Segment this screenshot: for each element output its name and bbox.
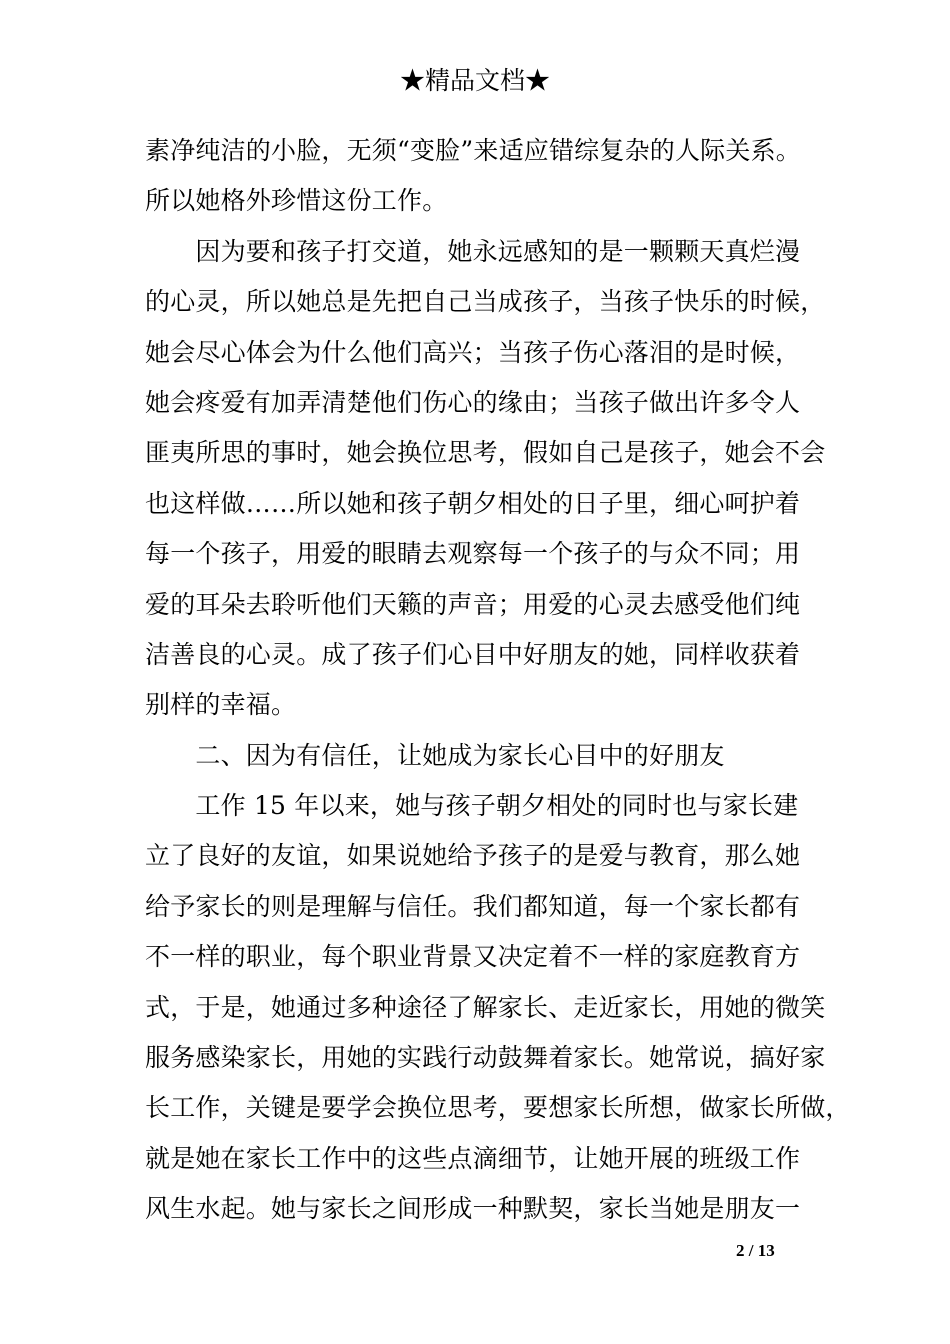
text-line: 长工作，关键是要学会换位思考，要想家长所想，做家长所做， <box>145 1093 851 1123</box>
text-line: 素净纯洁的小脸，无须“变脸”来适应错综复杂的人际关系。 <box>145 136 801 165</box>
document-body <box>145 126 851 1235</box>
text-line: 工作 15 年以来，她与孩子朝夕相处的同时也与家长建 <box>145 791 799 821</box>
text-line: 服务感染家长，用她的实践行动鼓舞着家长。她常说，搞好家 <box>145 1043 826 1073</box>
text-line: 所以她格外珍惜这份工作。 <box>145 186 448 216</box>
text-line: 立了良好的友谊，如果说她给予孩子的是爱与教育，那么她 <box>145 841 801 871</box>
text-line: 洁善良的心灵。成了孩子们心目中好朋友的她，同样收获着 <box>145 639 801 669</box>
text-line: 的心灵，所以她总是先把自己当成孩子，当孩子快乐的时候， <box>145 287 826 317</box>
section-heading: 二、因为有信任，让她成为家长心目中的好朋友 <box>145 740 725 770</box>
text-line: 爱的耳朵去聆听他们天籁的声音；用爱的心灵去感受他们纯 <box>145 589 801 619</box>
text-line: 别样的幸福。 <box>145 690 297 720</box>
text-line: 她会疼爱有加弄清楚他们伤心的缘由；当孩子做出许多令人 <box>145 387 801 417</box>
text-line: 也这样做……所以她和孩子朝夕相处的日子里，细心呵护着 <box>145 488 801 518</box>
text-line: 因为要和孩子打交道，她永远感知的是一颗颗天真烂漫 <box>145 236 801 266</box>
text-line: 不一样的职业，每个职业背景又决定着不一样的家庭教育方 <box>145 942 801 972</box>
page-number: 2 / 13 <box>736 1241 775 1260</box>
text-line: 就是她在家长工作中的这些点滴细节，让她开展的班级工作 <box>145 1143 801 1173</box>
text-line: 风生水起。她与家长之间形成一种默契，家长当她是朋友一 <box>145 1194 801 1224</box>
text-line: 给予家长的则是理解与信任。我们都知道，每一个家长都有 <box>145 891 801 921</box>
page-header-title: ★精品文档★ <box>399 66 550 95</box>
text-line: 式，于是，她通过多种途径了解家长、走近家长，用她的微笑 <box>145 992 826 1022</box>
text-line: 匪夷所思的事时，她会换位思考，假如自己是孩子，她会不会 <box>145 438 826 468</box>
text-line: 每一个孩子，用爱的眼睛去观察每一个孩子的与众不同；用 <box>145 539 801 569</box>
text-line: 她会尽心体会为什么他们高兴；当孩子伤心落泪的是时候， <box>145 337 801 367</box>
